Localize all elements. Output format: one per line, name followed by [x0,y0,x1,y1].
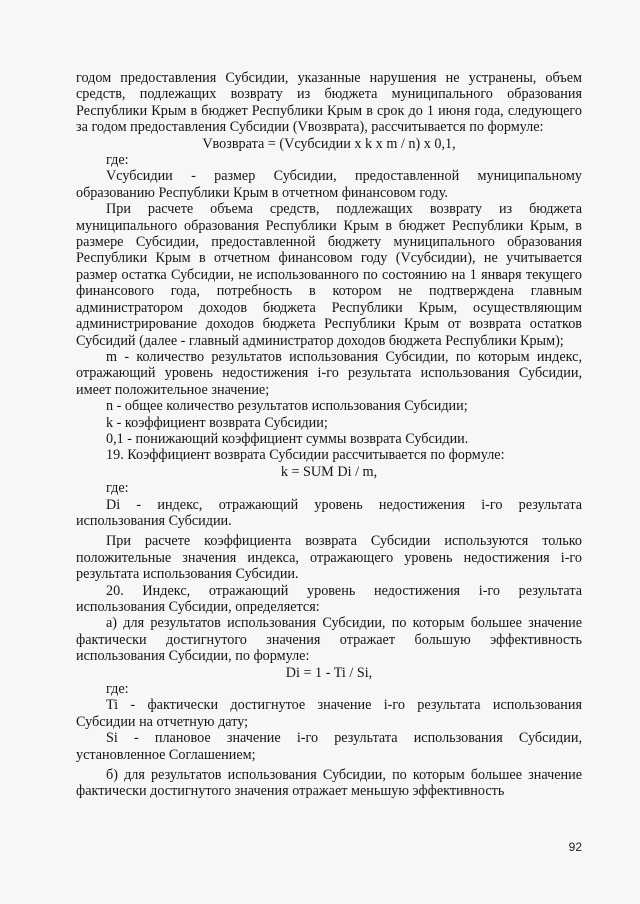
paragraph: k - коэффициент возврата Субсидии; [106,414,328,431]
paragraph: Ti - фактически достигнутое значение i-го результата использования Субсидии на отчетную дату; [76,697,582,730]
formula-d: Di = 1 - Ti / Si, [285,664,373,681]
paragraph: Vсубсидии - размер Субсидии, предоставленной муниципальному образованию Республики Крым в отчетном финансовом году. [76,168,582,201]
paragraph: Di - индекс, отражающий уровень недостижения i-го результата использования Субсидии. [76,496,582,529]
paragraph: Si - плановое значение i-го результата использования Субсидии, установленное Соглашением; [76,730,582,763]
paragraph: где: [106,480,129,497]
paragraph: б) для результатов использования Субсидии, по которым большее значение фактически достигнутого значения отражает меньшую эффективность [76,767,582,800]
paragraph: годом предоставления Субсидии, указанные нарушения не устранены, объем средств, подлежащих возврату из бюджета муниципального образования Республики Крым в бюджет Республики Крым в срок до 1 июня года, следующего за годом предоставления Субсидии (Vвозврата), рассчитывается по формуле: [76,70,582,136]
paragraph: где: [106,152,129,169]
paragraph: 20. Индекс, отражающий уровень недостижения i-го результата использования Субсидии, определяется: [76,582,582,615]
page-number: 92 [568,840,582,854]
formula-v-return: Vвозврата = (Vсубсидии x k x m / n) x 0,1, [202,135,456,152]
paragraph: а) для результатов использования Субсидии, по которым большее значение фактически достигнутого значения отражает большую эффективность использования Субсидии, по формуле: [76,615,582,665]
paragraph: При расчете объема средств, подлежащих возврату из бюджета муниципального образования Республики Крым в бюджет Республики Крым, в размере Субсидии, предоставленной бюджету муниципального образования Республики Крым в отчетном финансовом году (Vсубсидии), не учитывается размер остатка Субсидии, не использованного по состоянию на 1 января текущего финансового года, потребность в котором не подтверждена главным администратором доходов бюджета Республики Крым, осуществляющим администрирование доходов бюджета Республики Крым от возврата остатков Субсидий (далее - главный администратор доходов бюджета Республики Крым); [76,201,582,349]
formula-k: k = SUM Di / m, [280,463,378,480]
paragraph: При расчете коэффициента возврата Субсидии используются только положительные значения индекса, отражающего уровень недостижения i-го результата использования Субсидии. [76,533,582,583]
paragraph: 19. Коэффициент возврата Субсидии рассчитывается по формуле: [106,447,505,464]
paragraph: 0,1 - понижающий коэффициент суммы возврата Субсидии. [106,430,469,447]
paragraph: m - количество результатов использования Субсидии, по которым индекс, отражающий уровень недостижения i-го результата использования Субсидии, имеет положительное значение; [76,348,582,398]
paragraph: n - общее количество результатов использования Субсидии; [106,398,468,415]
paragraph: где: [106,681,129,698]
document-body [76,70,582,800]
